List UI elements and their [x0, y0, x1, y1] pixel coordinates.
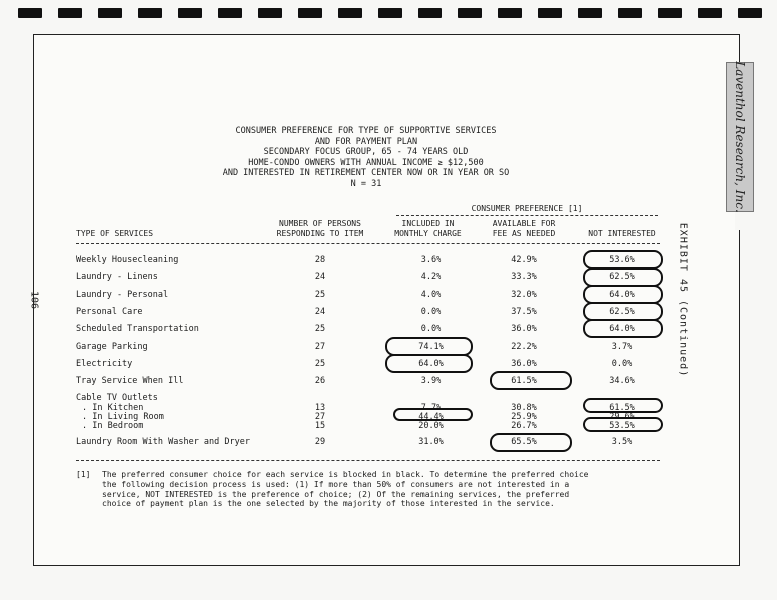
service-label: Laundry - Personal — [76, 290, 169, 300]
respondents-count: 13 — [314, 403, 326, 413]
respondents-count: 15 — [314, 421, 326, 431]
footnote-marker: [1] — [76, 470, 91, 479]
respondents-count: 24 — [314, 272, 326, 282]
respondents-count: 25 — [314, 324, 326, 334]
service-label: Tray Service When Ill — [76, 376, 184, 386]
punch-hole — [18, 8, 42, 18]
table-title — [100, 126, 632, 179]
not-interested-value: 34.6% — [609, 376, 635, 386]
column-header-not-interested: NOT INTERESTED — [588, 229, 656, 238]
column-header-included — [388, 219, 468, 239]
header-line: INCLUDED IN — [401, 219, 455, 228]
header-divider — [396, 215, 658, 216]
punch-hole — [178, 8, 202, 18]
punch-hole — [418, 8, 442, 18]
punch-hole — [658, 8, 682, 18]
fee-value: 61.5% — [511, 376, 537, 386]
included-value: 7.7% — [420, 403, 442, 413]
fee-value: 42.9% — [511, 255, 537, 265]
exhibit-label: EXHIBIT 45 (Continued) — [677, 222, 689, 378]
punch-hole — [98, 8, 122, 18]
preference-circle — [583, 398, 663, 413]
not-interested-value: 62.5% — [609, 307, 635, 317]
fee-value: 22.2% — [511, 342, 537, 352]
punch-hole — [218, 8, 242, 18]
service-label: . In Living Room — [82, 412, 164, 422]
title-line: CONSUMER PREFERENCE FOR TYPE OF SUPPORTIVE SERVICES — [235, 126, 497, 136]
fee-value: 25.9% — [511, 412, 537, 422]
service-label: . In Kitchen — [82, 403, 144, 413]
punch-hole — [58, 8, 82, 18]
not-interested-value: 0.0% — [611, 359, 633, 369]
included-value: 3.6% — [420, 255, 442, 265]
header-line: FEE AS NEEDED — [492, 229, 556, 238]
column-header-responding — [268, 219, 372, 239]
punch-hole — [698, 8, 722, 18]
header-divider — [76, 243, 660, 244]
fee-value: 33.3% — [511, 272, 537, 282]
fee-value: 36.0% — [511, 359, 537, 369]
footnote-line: choice of payment plan is the one selected by the majority of those interested in the service. — [102, 499, 555, 509]
service-label: Personal Care — [76, 307, 143, 317]
preference-circle — [583, 417, 663, 432]
respondents-count: 28 — [314, 255, 326, 265]
punch-hole — [578, 8, 602, 18]
service-label: Weekly Housecleaning — [76, 255, 179, 265]
preference-circle — [490, 433, 572, 452]
header-line: NUMBER OF PERSONS — [279, 219, 361, 228]
respondents-count: 27 — [314, 342, 326, 352]
included-value: 0.0% — [420, 324, 442, 334]
punch-hole — [258, 8, 282, 18]
included-value: 0.0% — [420, 307, 442, 317]
footnote-line: The preferred consumer choice for each service is blocked in black. To determine the preferred choice — [102, 470, 589, 479]
punch-hole — [298, 8, 322, 18]
not-interested-value: 3.5% — [611, 437, 633, 447]
fee-value: 36.0% — [511, 324, 537, 334]
service-label: Scheduled Transportation — [76, 324, 199, 334]
title-line: HOME-CONDO OWNERS WITH ANNUAL INCOME ≥ $12,500 — [248, 157, 484, 168]
respondents-count: 25 — [314, 290, 326, 300]
not-interested-value: 29.6% — [609, 412, 635, 422]
consumer-preference-header: CONSUMER PREFERENCE [1] — [471, 204, 583, 213]
title-line: AND FOR PAYMENT PLAN — [314, 136, 418, 147]
fee-value: 65.5% — [511, 437, 537, 447]
page-number: 106 — [28, 290, 40, 310]
preference-circle — [490, 371, 572, 390]
header-line: AVAILABLE FOR — [492, 219, 556, 228]
respondents-count: 25 — [314, 359, 326, 369]
punch-hole — [618, 8, 642, 18]
fee-value: 26.7% — [511, 421, 537, 431]
sample-size: N = 31 — [350, 179, 382, 189]
included-value: 74.1% — [418, 342, 444, 352]
punch-hole — [138, 8, 162, 18]
respondents-count: 27 — [314, 412, 326, 422]
table-bottom-rule — [76, 460, 660, 461]
preference-circle — [385, 354, 473, 373]
punch-hole-strip — [0, 8, 777, 20]
footnote-text — [102, 470, 658, 509]
respondents-count: 26 — [314, 376, 326, 386]
not-interested-value: 3.7% — [611, 342, 633, 352]
column-header-fee — [480, 219, 568, 239]
table-row — [0, 376, 777, 388]
preference-circle — [583, 250, 663, 269]
punch-hole — [738, 8, 762, 18]
not-interested-value: 53.5% — [609, 421, 635, 431]
not-interested-value: 61.5% — [609, 403, 635, 413]
preference-circle — [393, 408, 473, 421]
included-value: 4.2% — [420, 272, 442, 282]
column-header-type: TYPE OF SERVICES — [76, 229, 154, 238]
company-stamp-text: Laventhol Research, Inc. — [733, 61, 747, 213]
fee-value: 37.5% — [511, 307, 537, 317]
included-value: 44.4% — [418, 412, 444, 422]
service-label: . In Bedroom — [82, 421, 144, 431]
footnote-line: service, NOT INTERESTED is the preference of choice; (2) Of the remaining services, the preferred — [102, 489, 570, 499]
title-line: SECONDARY FOCUS GROUP, 65 - 74 YEARS OLD — [263, 147, 469, 157]
included-value: 3.9% — [420, 376, 442, 386]
service-label: Garage Parking — [76, 342, 148, 352]
included-value: 64.0% — [418, 359, 444, 369]
respondents-count: 24 — [314, 307, 326, 317]
fee-value: 32.0% — [511, 290, 537, 300]
header-line: RESPONDING TO ITEM — [276, 229, 364, 238]
not-interested-value: 64.0% — [609, 324, 635, 334]
not-interested-value: 62.5% — [609, 272, 635, 282]
included-value: 31.0% — [418, 437, 444, 447]
punch-hole — [378, 8, 402, 18]
preference-circle — [583, 319, 663, 338]
punch-hole — [538, 8, 562, 18]
service-label: Laundry Room With Washer and Dryer — [76, 437, 250, 447]
included-value: 4.0% — [420, 290, 442, 300]
punch-hole — [338, 8, 362, 18]
table-row — [0, 437, 777, 449]
not-interested-value: 64.0% — [609, 290, 635, 300]
title-line: AND INTERESTED IN RETIREMENT CENTER NOW OR IN YEAR OR SO — [222, 168, 510, 178]
punch-hole — [498, 8, 522, 18]
service-label: Electricity — [76, 359, 133, 369]
service-label: Laundry - Linens — [76, 272, 158, 282]
not-interested-value: 53.6% — [609, 255, 635, 265]
company-stamp — [726, 62, 754, 212]
header-line: MONTHLY CHARGE — [394, 229, 462, 238]
respondents-count: 29 — [314, 437, 326, 447]
cable-group-label: Cable TV Outlets — [76, 393, 158, 403]
fee-value: 30.8% — [511, 403, 537, 413]
included-value: 20.0% — [418, 421, 444, 431]
punch-hole — [458, 8, 482, 18]
footnote-line: the following decision process is used: (1) If more than 50% of consumers are not interested in a — [102, 479, 570, 489]
